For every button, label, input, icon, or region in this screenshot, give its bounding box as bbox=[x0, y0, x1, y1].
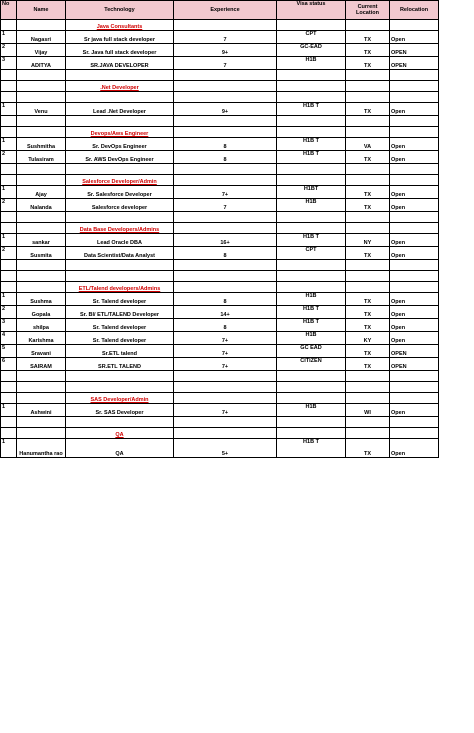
empty-cell bbox=[390, 260, 439, 271]
empty-cell bbox=[66, 164, 174, 175]
cell-technology: Sr. SAS Developer bbox=[66, 404, 174, 417]
table-row bbox=[1, 44, 439, 57]
empty-cell bbox=[1, 223, 17, 234]
table-row bbox=[1, 234, 439, 247]
cell-no: 2 bbox=[1, 306, 17, 319]
cell-current-location: TX bbox=[346, 186, 390, 199]
empty-cell bbox=[346, 223, 390, 234]
empty-cell bbox=[66, 70, 174, 81]
cell-visa-status: H1B T bbox=[277, 103, 346, 116]
header-no: No bbox=[1, 1, 17, 20]
cell-name: Hanumantha rao bbox=[17, 439, 66, 458]
empty-cell bbox=[1, 417, 17, 428]
table-row bbox=[1, 293, 439, 306]
empty-cell bbox=[17, 212, 66, 223]
cell-no: 5 bbox=[1, 345, 17, 358]
cell-name: Gopala bbox=[17, 306, 66, 319]
empty-cell bbox=[174, 81, 277, 92]
section-row bbox=[1, 282, 439, 293]
empty-cell bbox=[66, 417, 174, 428]
cell-relocation: Open bbox=[390, 293, 439, 306]
cell-technology: Salesforce developer bbox=[66, 199, 174, 212]
cell-no: 1 bbox=[1, 31, 17, 44]
cell-visa-status: H1B T bbox=[277, 319, 346, 332]
empty-cell bbox=[17, 260, 66, 271]
blank-row bbox=[1, 164, 439, 175]
empty-cell bbox=[174, 116, 277, 127]
cell-no: 2 bbox=[1, 199, 17, 212]
empty-cell bbox=[17, 20, 66, 31]
empty-cell bbox=[66, 271, 174, 282]
cell-no: 1 bbox=[1, 293, 17, 306]
cell-no: 1 bbox=[1, 186, 17, 199]
empty-cell bbox=[174, 371, 277, 382]
cell-experience: 7+ bbox=[174, 358, 277, 371]
empty-cell bbox=[390, 92, 439, 103]
table-row bbox=[1, 319, 439, 332]
section-title: Devops/Aws Engineer bbox=[66, 127, 174, 138]
empty-cell bbox=[1, 164, 17, 175]
empty-cell bbox=[277, 271, 346, 282]
empty-cell bbox=[390, 81, 439, 92]
empty-cell bbox=[66, 371, 174, 382]
empty-cell bbox=[277, 81, 346, 92]
empty-cell bbox=[66, 382, 174, 393]
cell-technology: Sr.ETL talend bbox=[66, 345, 174, 358]
empty-cell bbox=[17, 70, 66, 81]
cell-no: 1 bbox=[1, 439, 17, 458]
section-title: Salesforce Developer/Admin bbox=[66, 175, 174, 186]
empty-cell bbox=[390, 393, 439, 404]
blank-row bbox=[1, 116, 439, 127]
empty-cell bbox=[1, 175, 17, 186]
cell-current-location: TX bbox=[346, 319, 390, 332]
cell-relocation: Open bbox=[390, 103, 439, 116]
cell-relocation: Open bbox=[390, 234, 439, 247]
empty-cell bbox=[277, 382, 346, 393]
empty-cell bbox=[1, 70, 17, 81]
empty-cell bbox=[390, 116, 439, 127]
empty-cell bbox=[346, 81, 390, 92]
cell-technology: Sr. AWS DevOps Engineer bbox=[66, 151, 174, 164]
cell-technology: Sr java full stack developer bbox=[66, 31, 174, 44]
empty-cell bbox=[277, 417, 346, 428]
cell-experience: 9+ bbox=[174, 44, 277, 57]
empty-cell bbox=[346, 164, 390, 175]
empty-cell bbox=[174, 260, 277, 271]
empty-cell bbox=[17, 271, 66, 282]
empty-cell bbox=[1, 116, 17, 127]
cell-visa-status: H1B bbox=[277, 332, 346, 345]
empty-cell bbox=[17, 393, 66, 404]
empty-cell bbox=[174, 20, 277, 31]
header-experience: Experience bbox=[174, 1, 277, 20]
empty-cell bbox=[66, 212, 174, 223]
cell-no: 4 bbox=[1, 332, 17, 345]
empty-cell bbox=[174, 382, 277, 393]
empty-cell bbox=[346, 428, 390, 439]
cell-visa-status: H1B T bbox=[277, 439, 346, 458]
empty-cell bbox=[17, 282, 66, 293]
cell-current-location: TX bbox=[346, 345, 390, 358]
empty-cell bbox=[1, 212, 17, 223]
empty-cell bbox=[17, 382, 66, 393]
empty-cell bbox=[390, 271, 439, 282]
blank-row bbox=[1, 371, 439, 382]
section-title: Java Consultants bbox=[66, 20, 174, 31]
header-visa-status: Visa status bbox=[277, 1, 346, 20]
empty-cell bbox=[390, 175, 439, 186]
empty-cell bbox=[346, 20, 390, 31]
cell-current-location: VA bbox=[346, 138, 390, 151]
empty-cell bbox=[1, 271, 17, 282]
cell-visa-status: GC-EAD bbox=[277, 44, 346, 57]
header-row bbox=[1, 1, 439, 20]
cell-current-location: KY bbox=[346, 332, 390, 345]
cell-experience: 5+ bbox=[174, 439, 277, 458]
empty-cell bbox=[390, 212, 439, 223]
cell-visa-status: H1B bbox=[277, 404, 346, 417]
empty-cell bbox=[346, 382, 390, 393]
blank-row bbox=[1, 212, 439, 223]
section-row bbox=[1, 127, 439, 138]
empty-cell bbox=[390, 382, 439, 393]
cell-experience: 7 bbox=[174, 31, 277, 44]
table-row bbox=[1, 404, 439, 417]
cell-technology: Lead .Net Developer bbox=[66, 103, 174, 116]
cell-current-location: TX bbox=[346, 306, 390, 319]
cell-technology: Sr. Talend developer bbox=[66, 319, 174, 332]
empty-cell bbox=[277, 20, 346, 31]
header-technology: Technology bbox=[66, 1, 174, 20]
table-row bbox=[1, 306, 439, 319]
cell-no: 1 bbox=[1, 234, 17, 247]
cell-current-location: TX bbox=[346, 199, 390, 212]
cell-no: 2 bbox=[1, 44, 17, 57]
cell-no: 1 bbox=[1, 103, 17, 116]
empty-cell bbox=[17, 116, 66, 127]
cell-experience: 7 bbox=[174, 57, 277, 70]
empty-cell bbox=[390, 371, 439, 382]
empty-cell bbox=[1, 127, 17, 138]
empty-cell bbox=[277, 70, 346, 81]
blank-row bbox=[1, 70, 439, 81]
section-title: .Net Developer bbox=[66, 81, 174, 92]
empty-cell bbox=[1, 20, 17, 31]
empty-cell bbox=[277, 393, 346, 404]
table-row bbox=[1, 151, 439, 164]
empty-cell bbox=[17, 428, 66, 439]
empty-cell bbox=[174, 92, 277, 103]
cell-visa-status: H1B T bbox=[277, 151, 346, 164]
empty-cell bbox=[346, 116, 390, 127]
empty-cell bbox=[174, 393, 277, 404]
section-row bbox=[1, 393, 439, 404]
table-row bbox=[1, 31, 439, 44]
cell-no: 1 bbox=[1, 138, 17, 151]
empty-cell bbox=[277, 260, 346, 271]
empty-cell bbox=[277, 175, 346, 186]
cell-relocation: Open bbox=[390, 247, 439, 260]
cell-name: Ajay bbox=[17, 186, 66, 199]
section-title: ETL/Talend developers/Admins bbox=[66, 282, 174, 293]
empty-cell bbox=[1, 371, 17, 382]
cell-no: 3 bbox=[1, 57, 17, 70]
cell-current-location: TX bbox=[346, 247, 390, 260]
empty-cell bbox=[66, 116, 174, 127]
section-row bbox=[1, 81, 439, 92]
cell-technology: SR.JAVA DEVELOPER bbox=[66, 57, 174, 70]
cell-name: shilpa bbox=[17, 319, 66, 332]
cell-relocation: OPEN bbox=[390, 345, 439, 358]
cell-technology: Sr. Salesforce Developer bbox=[66, 186, 174, 199]
blank-row bbox=[1, 271, 439, 282]
cell-name: Sravani bbox=[17, 345, 66, 358]
blank-row bbox=[1, 260, 439, 271]
cell-experience: 8 bbox=[174, 247, 277, 260]
cell-name: sankar bbox=[17, 234, 66, 247]
empty-cell bbox=[17, 81, 66, 92]
cell-experience: 8 bbox=[174, 138, 277, 151]
cell-visa-status: H1B T bbox=[277, 234, 346, 247]
cell-visa-status: CPT bbox=[277, 247, 346, 260]
cell-technology: SR.ETL TALEND bbox=[66, 358, 174, 371]
blank-row bbox=[1, 92, 439, 103]
cell-relocation: OPEN bbox=[390, 358, 439, 371]
empty-cell bbox=[346, 371, 390, 382]
empty-cell bbox=[346, 70, 390, 81]
empty-cell bbox=[346, 282, 390, 293]
cell-current-location: TX bbox=[346, 103, 390, 116]
empty-cell bbox=[346, 127, 390, 138]
cell-relocation: Open bbox=[390, 306, 439, 319]
cell-experience: 7+ bbox=[174, 345, 277, 358]
empty-cell bbox=[390, 223, 439, 234]
cell-relocation: Open bbox=[390, 31, 439, 44]
empty-cell bbox=[17, 127, 66, 138]
empty-cell bbox=[174, 282, 277, 293]
empty-cell bbox=[277, 164, 346, 175]
empty-cell bbox=[17, 164, 66, 175]
empty-cell bbox=[1, 282, 17, 293]
empty-cell bbox=[346, 175, 390, 186]
empty-cell bbox=[17, 417, 66, 428]
cell-name: Vijay bbox=[17, 44, 66, 57]
empty-cell bbox=[1, 428, 17, 439]
empty-cell bbox=[17, 371, 66, 382]
cell-technology: Sr. Java full stack developer bbox=[66, 44, 174, 57]
cell-visa-status: H1B T bbox=[277, 138, 346, 151]
empty-cell bbox=[174, 428, 277, 439]
empty-cell bbox=[66, 260, 174, 271]
empty-cell bbox=[174, 417, 277, 428]
section-title: SAS Developer/Admin bbox=[66, 393, 174, 404]
empty-cell bbox=[66, 92, 174, 103]
blank-row bbox=[1, 382, 439, 393]
table-row bbox=[1, 332, 439, 345]
empty-cell bbox=[1, 393, 17, 404]
cell-relocation: Open bbox=[390, 138, 439, 151]
empty-cell bbox=[277, 116, 346, 127]
cell-no: 3 bbox=[1, 319, 17, 332]
cell-visa-status: CPT bbox=[277, 31, 346, 44]
section-title: Data Base Developers/Admins bbox=[66, 223, 174, 234]
empty-cell bbox=[346, 393, 390, 404]
empty-cell bbox=[1, 92, 17, 103]
cell-name: Nalanda bbox=[17, 199, 66, 212]
cell-technology: Sr. DevOps Engineer bbox=[66, 138, 174, 151]
empty-cell bbox=[174, 223, 277, 234]
empty-cell bbox=[1, 260, 17, 271]
cell-name: Nagasri bbox=[17, 31, 66, 44]
empty-cell bbox=[174, 164, 277, 175]
empty-cell bbox=[277, 428, 346, 439]
cell-current-location: TX bbox=[346, 57, 390, 70]
cell-no: 6 bbox=[1, 358, 17, 371]
table-row bbox=[1, 345, 439, 358]
empty-cell bbox=[174, 212, 277, 223]
cell-visa-status: GC EAD bbox=[277, 345, 346, 358]
cell-experience: 8 bbox=[174, 293, 277, 306]
empty-cell bbox=[1, 81, 17, 92]
section-row bbox=[1, 223, 439, 234]
blank-row bbox=[1, 417, 439, 428]
cell-technology: Sr. Talend developer bbox=[66, 332, 174, 345]
cell-current-location: NY bbox=[346, 234, 390, 247]
empty-cell bbox=[174, 175, 277, 186]
cell-visa-status: H1B bbox=[277, 293, 346, 306]
empty-cell bbox=[346, 260, 390, 271]
cell-visa-status: CITIZEN bbox=[277, 358, 346, 371]
cell-name: ADITYA bbox=[17, 57, 66, 70]
cell-technology: Sr. BI/ ETL/TALEND Developer bbox=[66, 306, 174, 319]
empty-cell bbox=[1, 382, 17, 393]
cell-experience: 9+ bbox=[174, 103, 277, 116]
cell-experience: 7+ bbox=[174, 332, 277, 345]
empty-cell bbox=[174, 70, 277, 81]
cell-current-location: TX bbox=[346, 293, 390, 306]
header-relocation: Relocation bbox=[390, 1, 439, 20]
empty-cell bbox=[390, 70, 439, 81]
cell-current-location: TX bbox=[346, 439, 390, 458]
cell-relocation: Open bbox=[390, 186, 439, 199]
empty-cell bbox=[390, 417, 439, 428]
cell-relocation: Open bbox=[390, 199, 439, 212]
header-name: Name bbox=[17, 1, 66, 20]
table-row bbox=[1, 57, 439, 70]
cell-name: Sushmitha bbox=[17, 138, 66, 151]
table-row bbox=[1, 186, 439, 199]
cell-name: SAIRAM bbox=[17, 358, 66, 371]
cell-experience: 16+ bbox=[174, 234, 277, 247]
empty-cell bbox=[346, 417, 390, 428]
cell-visa-status: H1BT bbox=[277, 186, 346, 199]
cell-name: Ashwini bbox=[17, 404, 66, 417]
cell-relocation: OPEN bbox=[390, 57, 439, 70]
section-row bbox=[1, 428, 439, 439]
empty-cell bbox=[346, 212, 390, 223]
cell-experience: 7+ bbox=[174, 404, 277, 417]
cell-relocation: OPEN bbox=[390, 44, 439, 57]
table-row bbox=[1, 199, 439, 212]
cell-relocation: Open bbox=[390, 319, 439, 332]
cell-relocation: Open bbox=[390, 439, 439, 458]
cell-current-location: TX bbox=[346, 358, 390, 371]
header-current-location: Current Location bbox=[346, 1, 390, 20]
cell-experience: 7+ bbox=[174, 186, 277, 199]
empty-cell bbox=[277, 212, 346, 223]
table-row bbox=[1, 247, 439, 260]
empty-cell bbox=[346, 92, 390, 103]
cell-name: Venu bbox=[17, 103, 66, 116]
cell-technology: Sr. Talend developer bbox=[66, 293, 174, 306]
cell-relocation: Open bbox=[390, 151, 439, 164]
section-title: QA bbox=[66, 428, 174, 439]
cell-experience: 8 bbox=[174, 319, 277, 332]
cell-current-location: TX bbox=[346, 151, 390, 164]
cell-relocation: Open bbox=[390, 332, 439, 345]
cell-technology: Lead Oracle DBA bbox=[66, 234, 174, 247]
cell-experience: 7 bbox=[174, 199, 277, 212]
table-row bbox=[1, 103, 439, 116]
cell-name: Susmita bbox=[17, 247, 66, 260]
empty-cell bbox=[17, 175, 66, 186]
table-row bbox=[1, 439, 439, 458]
empty-cell bbox=[277, 92, 346, 103]
cell-no: 2 bbox=[1, 151, 17, 164]
table-row bbox=[1, 138, 439, 151]
empty-cell bbox=[277, 282, 346, 293]
empty-cell bbox=[390, 428, 439, 439]
empty-cell bbox=[277, 127, 346, 138]
empty-cell bbox=[17, 223, 66, 234]
empty-cell bbox=[277, 371, 346, 382]
cell-current-location: WI bbox=[346, 404, 390, 417]
empty-cell bbox=[174, 271, 277, 282]
table-row bbox=[1, 358, 439, 371]
cell-technology: Data Scientist/Data Analyst bbox=[66, 247, 174, 260]
empty-cell bbox=[17, 92, 66, 103]
cell-experience: 8 bbox=[174, 151, 277, 164]
cell-name: Karishma bbox=[17, 332, 66, 345]
empty-cell bbox=[390, 127, 439, 138]
cell-name: Sushma bbox=[17, 293, 66, 306]
empty-cell bbox=[277, 223, 346, 234]
section-row bbox=[1, 175, 439, 186]
cell-visa-status: H1B bbox=[277, 199, 346, 212]
empty-cell bbox=[390, 164, 439, 175]
empty-cell bbox=[174, 127, 277, 138]
cell-no: 1 bbox=[1, 404, 17, 417]
cell-current-location: TX bbox=[346, 31, 390, 44]
section-row bbox=[1, 20, 439, 31]
cell-technology: QA bbox=[66, 439, 174, 458]
empty-cell bbox=[390, 282, 439, 293]
cell-name: Tulasiram bbox=[17, 151, 66, 164]
cell-relocation: Open bbox=[390, 404, 439, 417]
cell-visa-status: H1B bbox=[277, 57, 346, 70]
empty-cell bbox=[390, 20, 439, 31]
cell-current-location: TX bbox=[346, 44, 390, 57]
empty-cell bbox=[346, 271, 390, 282]
cell-visa-status: H1B T bbox=[277, 306, 346, 319]
cell-experience: 14+ bbox=[174, 306, 277, 319]
cell-no: 2 bbox=[1, 247, 17, 260]
